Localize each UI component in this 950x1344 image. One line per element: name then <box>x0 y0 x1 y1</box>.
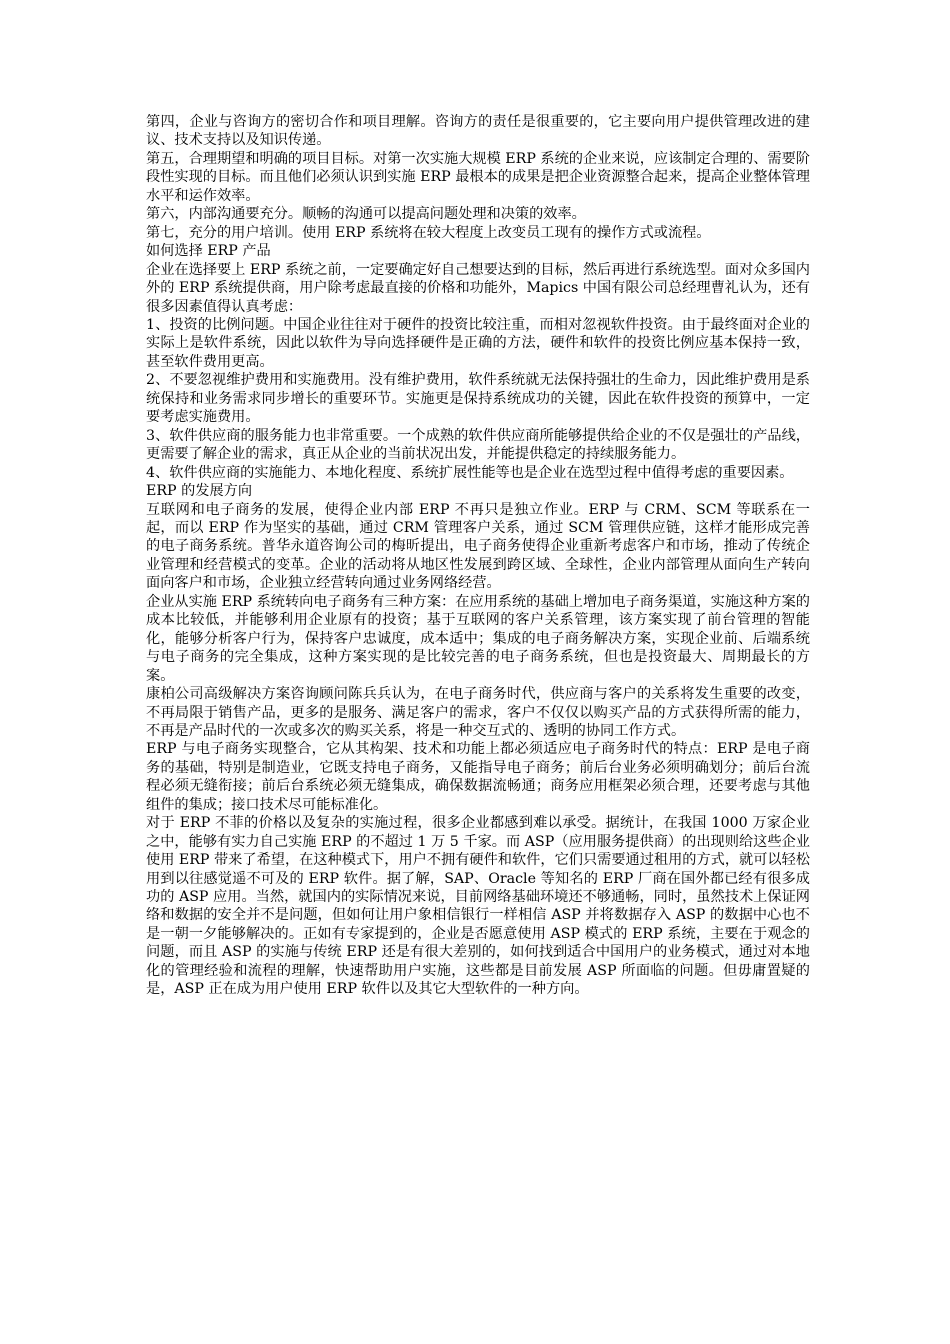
paragraph-selection-intro: 企业在选择要上 ERP 系统之前，一定要确定好自己想要达到的目标，然后再进行系统选型。面对众多国内外的 ERP 系统提供商，用户除考虑最直接的价格和功能外，Mapics 中国有限公司总经理曹礼认为，还有很多因素值得认真考虑： <box>146 261 810 315</box>
paragraph-compaq-view: 康柏公司高级解决方案咨询顾问陈兵兵认为，在电子商务时代，供应商与客户的关系将发生重要的改变，不再局限于销售产品，更多的是服务、满足客户的需求，客户不仅仅以购买产品的方式获得所需的能力，不再是产品时代的一次或多次的购买关系，将是一种交互式的、透明的协同工作方式。 <box>146 686 810 739</box>
paragraph-three-solutions: 企业从实施 ERP 系统转向电子商务有三种方案：在应用系统的基础上增加电子商务渠道，实施这种方案的成本比较低，并能够利用企业原有的投资；基于互联网的客户关系管理，该方案实现了前台管理的智能化，能够分析客户行为，保持客户忠诚度，成本适中；集成的电子商务解决方案，实现企业前、后端系统与电子商务的完全集成，这种方案实现的是比较完善的电子商务系统，但也是投资最大、周期最长的方案。 <box>146 593 810 684</box>
paragraph-factor-2: 2、不要忽视维护费用和实施费用。没有维护费用，软件系统就无法保持强壮的生命力，因此维护费用是系统保持和业务需求同步增长的重要环节。实施更是保持系统成功的关键，因此在软件投资的预算中，一定要考虑实施费用。 <box>146 372 810 426</box>
paragraph-erp-integration: ERP 与电子商务实现整合，它从其构架、技术和功能上都必须适应电子商务时代的特点：ERP 是电子商务的基础，特别是制造业，它既支持电子商务，又能指导电子商务；前后台业务必须明确划分；前后台流程必须无缝衔接；前后台系统必须无缝集成，确保数据流畅通；商务应用框架必须合理，还要考虑与其他组件的集成；接口技术尽可能标准化。 <box>146 741 810 813</box>
section-heading-erp-selection: 如何选择 ERP 产品 <box>146 243 271 260</box>
paragraph-factor-3: 3、软件供应商的服务能力也非常重要。一个成熟的软件供应商所能够提供给企业的不仅是强壮的产品线，更需要了解企业的需求，真正从企业的当前状况出发，并能提供稳定的持续服务能力。 <box>146 427 810 463</box>
paragraph-factor-1: 1、投资的比例问题。中国企业往往对于硬件的投资比较注重，而相对忽视软件投资。由于最终面对企业的实际上是软件系统，因此以软件为导向选择硬件是正确的方法，硬件和软件的投资比例应基本保持一致，甚至软件费用更高。 <box>146 316 810 370</box>
paragraph-point-seven: 第七，充分的用户培训。使用 ERP 系统将在较大程度上改变员工现有的操作方式或流程。 <box>146 224 711 241</box>
paragraph-factor-4: 4、软件供应商的实施能力、本地化程度、系统扩展性能等也是企业在选型过程中值得考虑的重要因素。 <box>146 464 794 481</box>
paragraph-asp-model: 对于 ERP 不菲的价格以及复杂的实施过程，很多企业都感到难以承受。据统计，在我国 1000 万家企业之中，能够有实力自己实施 ERP 的不超过 1 万 5 千家。而 ASP（应用服务提供商）的出现则给这些企业使用 ERP 带来了希望，在这种模式下，用户不拥有硬件和软件，它们只需要通过租用的方式，就可以轻松用到以往感觉遥不可及的 ERP 软件。据了解，SAP、Oracle 等知名的 ERP 厂商在国外都已经有很多成功的 ASP 应用。当然，就国内的实际情况来说，目前网络基础环境还不够通畅，同时，虽然技术上保证网络和数据的安全并不是问题，但如何让用户象相信银行一样相信 ASP 并将数据存入 ASP 的数据中心也不是一朝一夕能够解决的。正如有专家提到的，企业是否愿意使用 ASP 模式的 ERP 系统，主要在于观念的问题，而且 ASP 的实施与传统 ERP 还是有很大差别的，如何找到适合中国用户的业务模式，通过对本地化的管理经验和流程的理解，快速帮助用户实施，这些都是目前发展 ASP 所面临的问题。但毋庸置疑的是，ASP 正在成为用户使用 ERP 软件以及其它大型软件的一种方向。 <box>146 815 810 998</box>
paragraph-point-five: 第五，合理期望和明确的项目目标。对第一次实施大规模 ERP 系统的企业来说，应该制定合理的、需要阶段性实现的目标。而且他们必须认识到实施 ERP 最根本的成果是把企业资源整合起来，提高企业整体管理水平和运作效率。 <box>146 150 810 204</box>
paragraph-point-six: 第六，内部沟通要充分。顺畅的沟通可以提高问题处理和决策的效率。 <box>146 206 586 223</box>
paragraph-ecommerce-development: 互联网和电子商务的发展，使得企业内部 ERP 不再只是独立作业。ERP 与 CRM、SCM 等联系在一起，而以 ERP 作为坚实的基础，通过 CRM 管理客户关系，通过 SCM 管理供应链，这样才能形成完善的电子商务系统。普华永道咨询公司的梅昕提出，电子商务使得企业重新考虑客户和市场，推动了传统企业管理和经营模式的变革。企业的活动将从地区性发展到跨区域、全球性，企业内部管理从面向生产转向面向客户和市场，企业独立经营转向通过业务网络经营。 <box>146 501 810 592</box>
document-body <box>146 113 810 999</box>
section-heading-erp-direction: ERP 的发展方向 <box>146 483 253 500</box>
paragraph-point-four: 第四，企业与咨询方的密切合作和项目理解。咨询方的责任是很重要的，它主要向用户提供管理改进的建议、技术支持以及知识传递。 <box>146 114 810 149</box>
